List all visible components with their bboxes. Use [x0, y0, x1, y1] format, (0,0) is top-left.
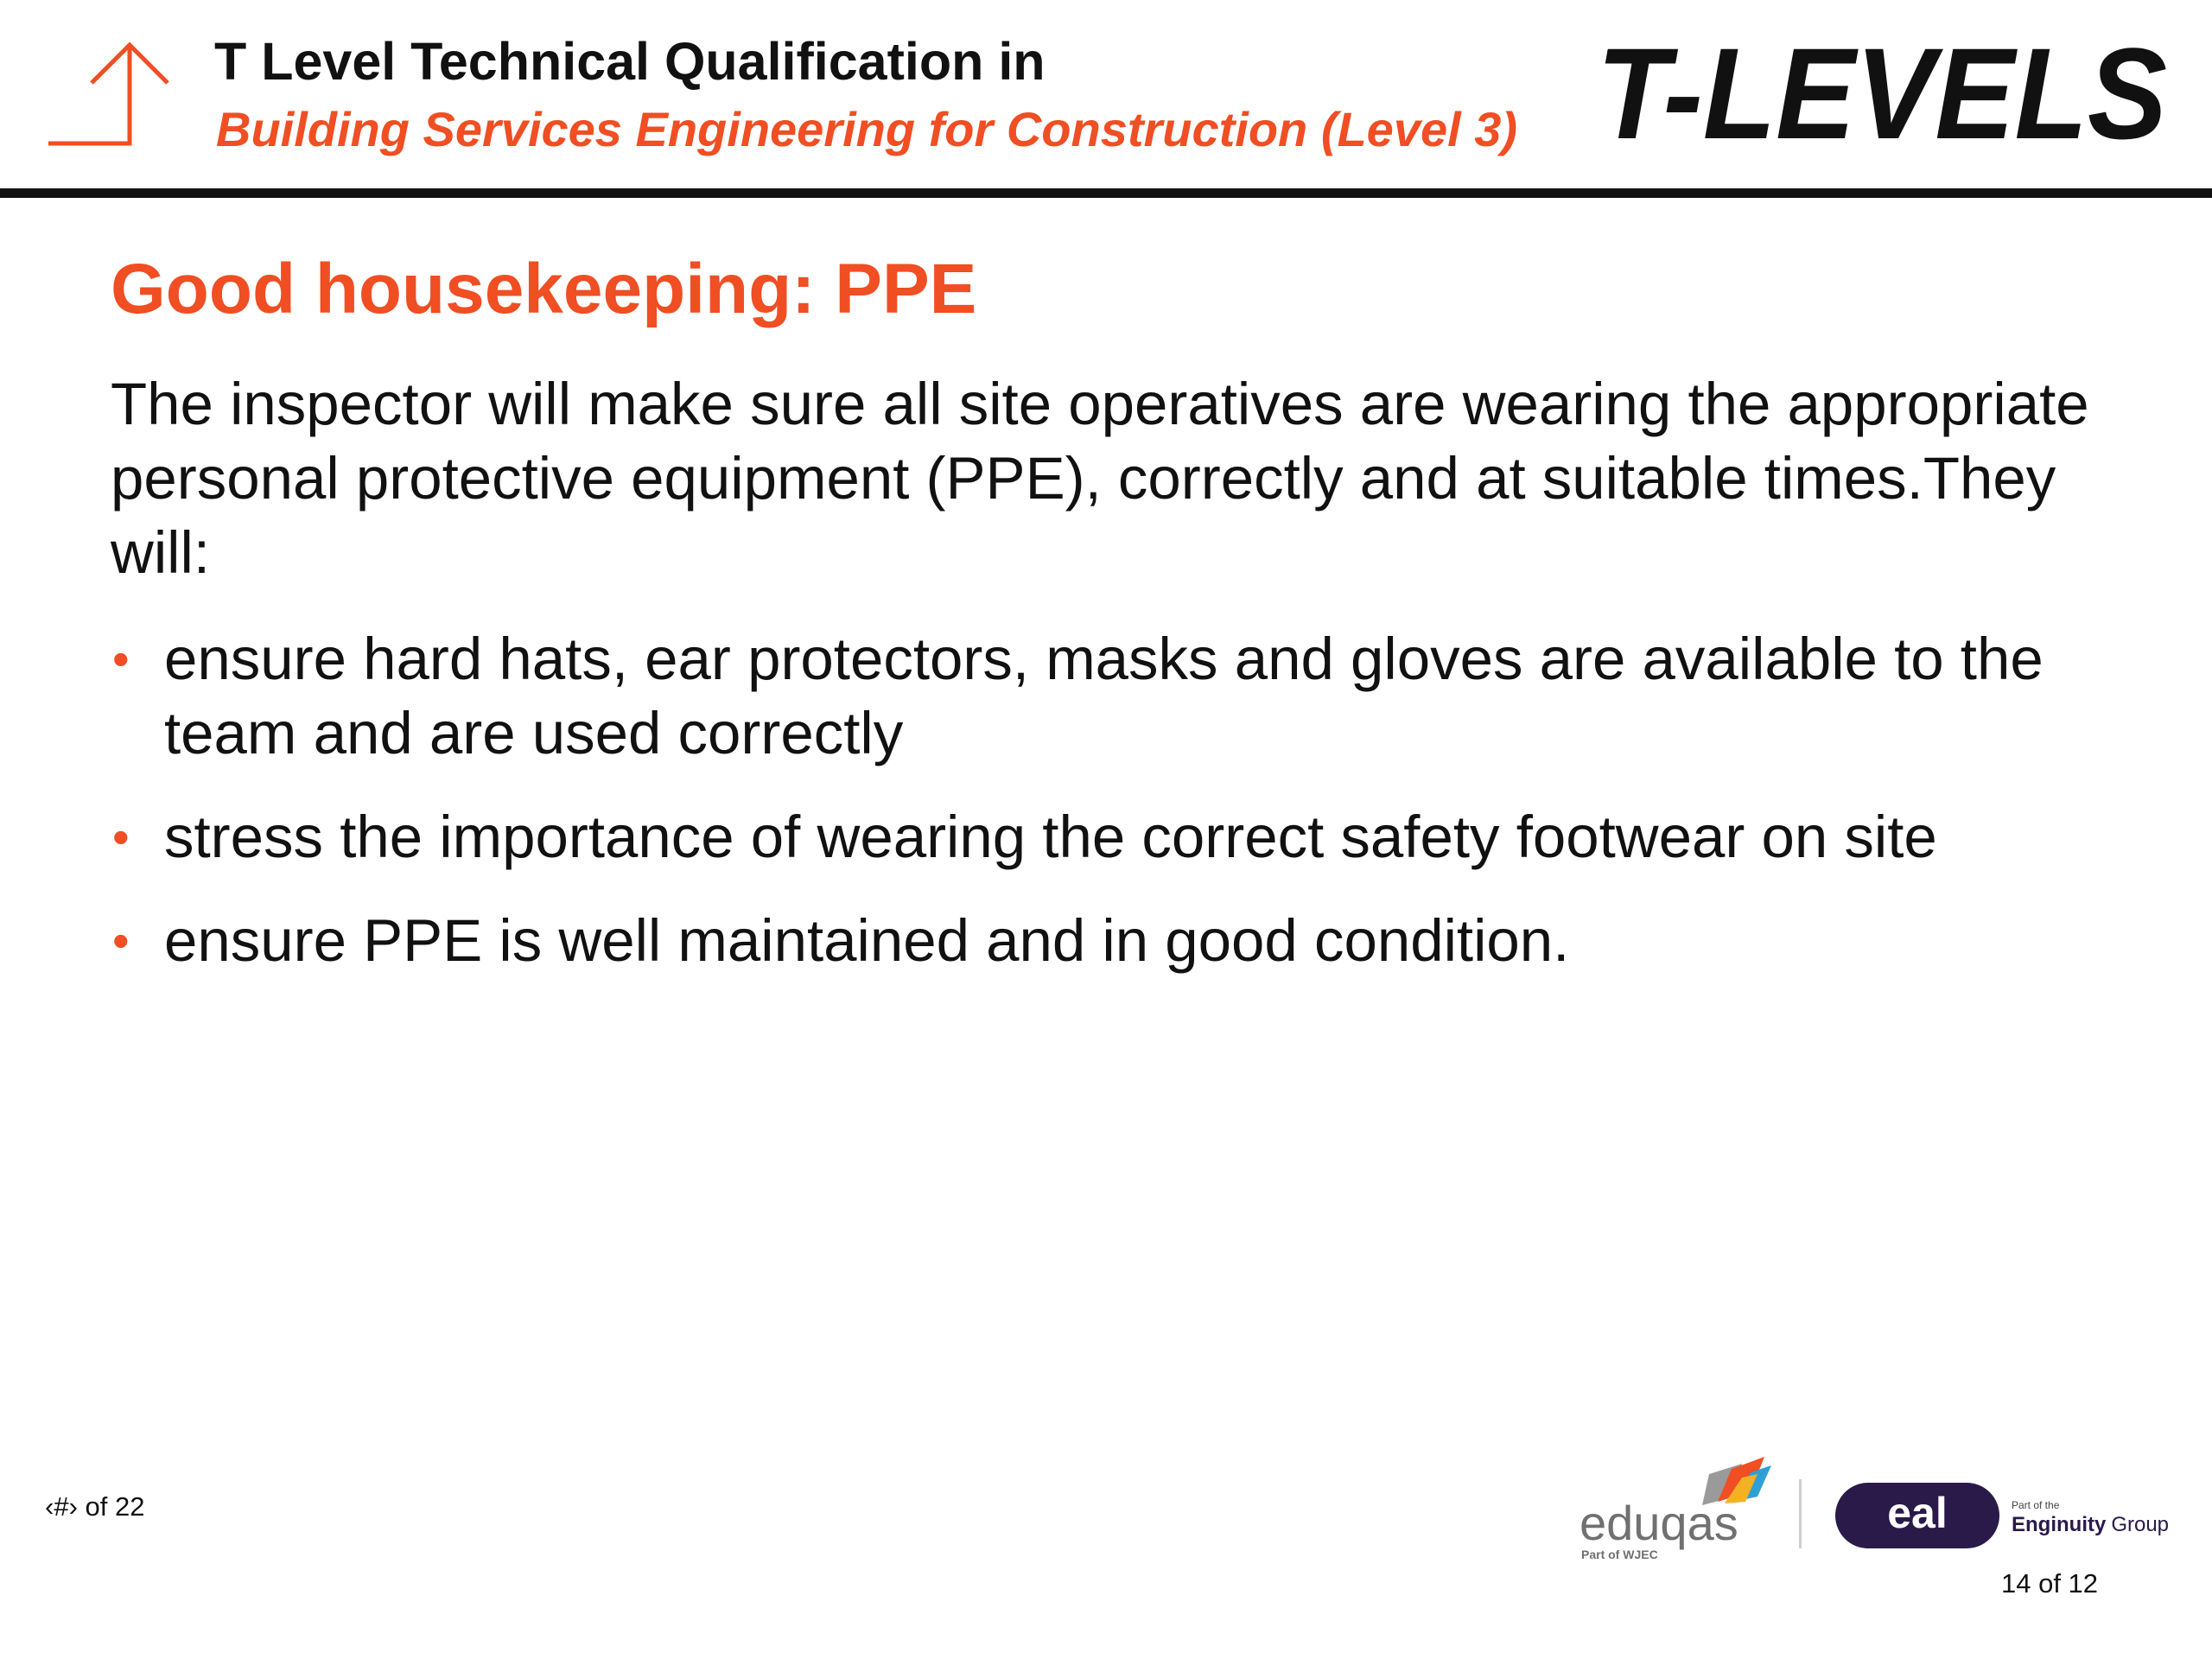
bullet-text: stress the importance of wearing the correct safety footwear on site — [164, 804, 1937, 870]
bullet-dot-icon: • — [112, 810, 130, 864]
bullet-dot-icon: • — [112, 913, 130, 968]
page-count: 14 of 12 — [2001, 1568, 2099, 1599]
eal-logo — [1835, 1483, 1999, 1548]
logo-divider — [1799, 1479, 1802, 1548]
intro-paragraph: The inspector will make sure all site operatives are wearing the appropriate personal protective equipment (PPE), correctly and at suitable times.They will: — [111, 371, 2089, 586]
svg-text:eduqas: eduqas — [1580, 1496, 1738, 1550]
header-title: T Level Technical Qualification in — [214, 32, 1046, 91]
svg-text:Part of WJEC: Part of WJEC — [1581, 1548, 1658, 1561]
slide-header — [0, 0, 2212, 190]
svg-text:EnginuityGroup: Enginuity Group — [2012, 1513, 2170, 1536]
bullet-item — [111, 622, 2133, 771]
header-subtitle: Building Services Engineering for Construction (Level 3) — [216, 102, 1518, 156]
svg-text:T-LEVELS: T-LEVELS — [1597, 38, 2167, 150]
bullet-item — [111, 800, 2133, 874]
svg-text:Part of the: Part of the — [2012, 1499, 2060, 1511]
page-number-placeholder: ‹#› of 22 — [45, 1491, 145, 1522]
enginuity-group-logo — [2010, 1497, 2183, 1540]
header-divider — [0, 188, 2212, 198]
eduqas-logo — [1573, 1452, 1780, 1564]
slide-title: Good housekeeping: PPE — [111, 250, 977, 328]
bullet-item — [111, 904, 2133, 978]
bullet-dot-icon: • — [112, 632, 130, 686]
bullet-text: ensure PPE is well maintained and in good condition. — [164, 907, 1570, 974]
arrow-up-icon — [45, 38, 175, 150]
bullet-list — [111, 622, 2133, 1007]
bullet-text: ensure hard hats, ear protectors, masks and gloves are available to the team and are used correctly — [164, 626, 2044, 766]
t-levels-logo — [1597, 38, 2171, 150]
svg-text:eal: eal — [1887, 1489, 1948, 1537]
